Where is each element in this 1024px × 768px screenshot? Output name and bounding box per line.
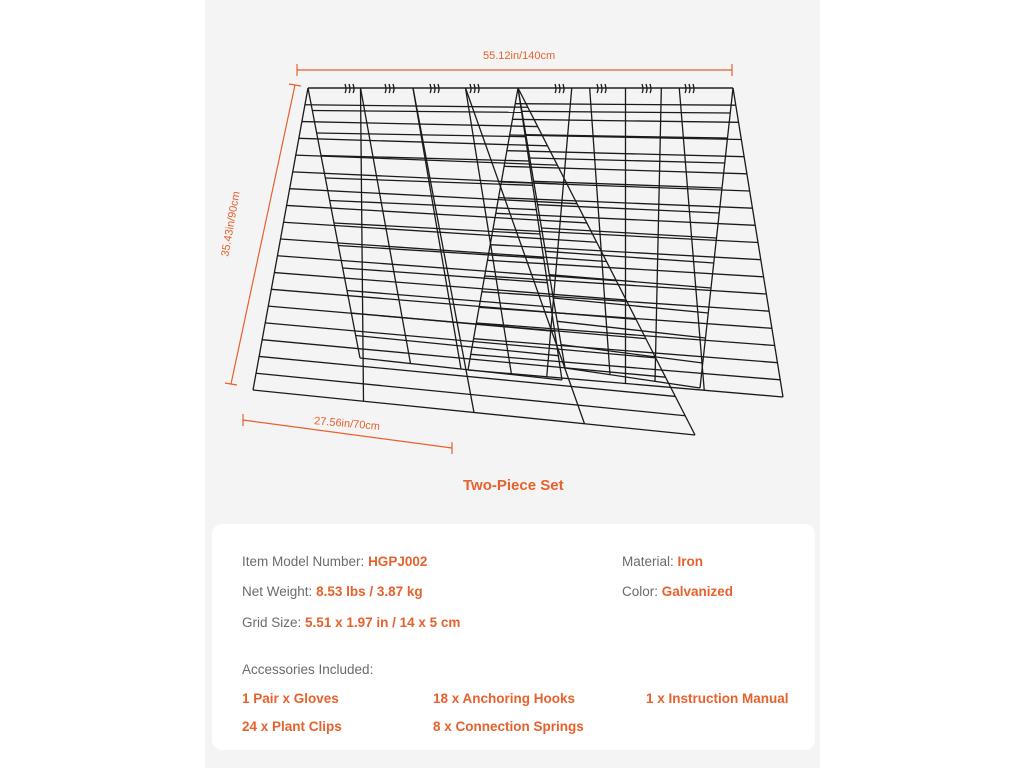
spec-weight [242,584,423,599]
spec-material-label: Material: [622,554,674,569]
accessory-item: 18 x Anchoring Hooks [433,691,576,706]
accessory-item: 24 x Plant Clips [242,719,342,734]
width-dimension-line [297,64,732,76]
spec-material-value: Iron [677,554,704,569]
spec-model [242,554,427,569]
accessories-title: Accessories Included: [242,662,374,677]
accessory-item: 8 x Connection Springs [433,719,584,734]
trellis-wireframe [253,84,783,435]
spec-grid-size-value: 5.51 x 1.97 in / 14 x 5 cm [305,615,461,630]
accessory-item: 1 Pair x Gloves [242,691,339,706]
spec-material [622,554,703,569]
spec-weight-value: 8.53 lbs / 3.87 kg [316,584,423,599]
accessory-item: 1 x Instruction Manual [646,691,789,706]
spec-color [622,584,733,599]
spec-model-label: Item Model Number: [242,554,365,569]
spec-color-label: Color: [622,584,659,599]
spec-weight-label: Net Weight: [242,584,313,599]
spec-model-value: HGPJ002 [368,554,428,569]
height-dimension-label: 35.43in/90cm [219,190,243,258]
width-dimension-label: 55.12in/140cm [483,50,556,62]
depth-dimension-label: 27.56in/70cm [313,415,381,433]
spec-color-value: Galvanized [661,584,734,599]
spec-grid-size-label: Grid Size: [242,615,302,630]
set-title: Two-Piece Set [463,477,564,494]
spec-grid-size [242,615,460,630]
